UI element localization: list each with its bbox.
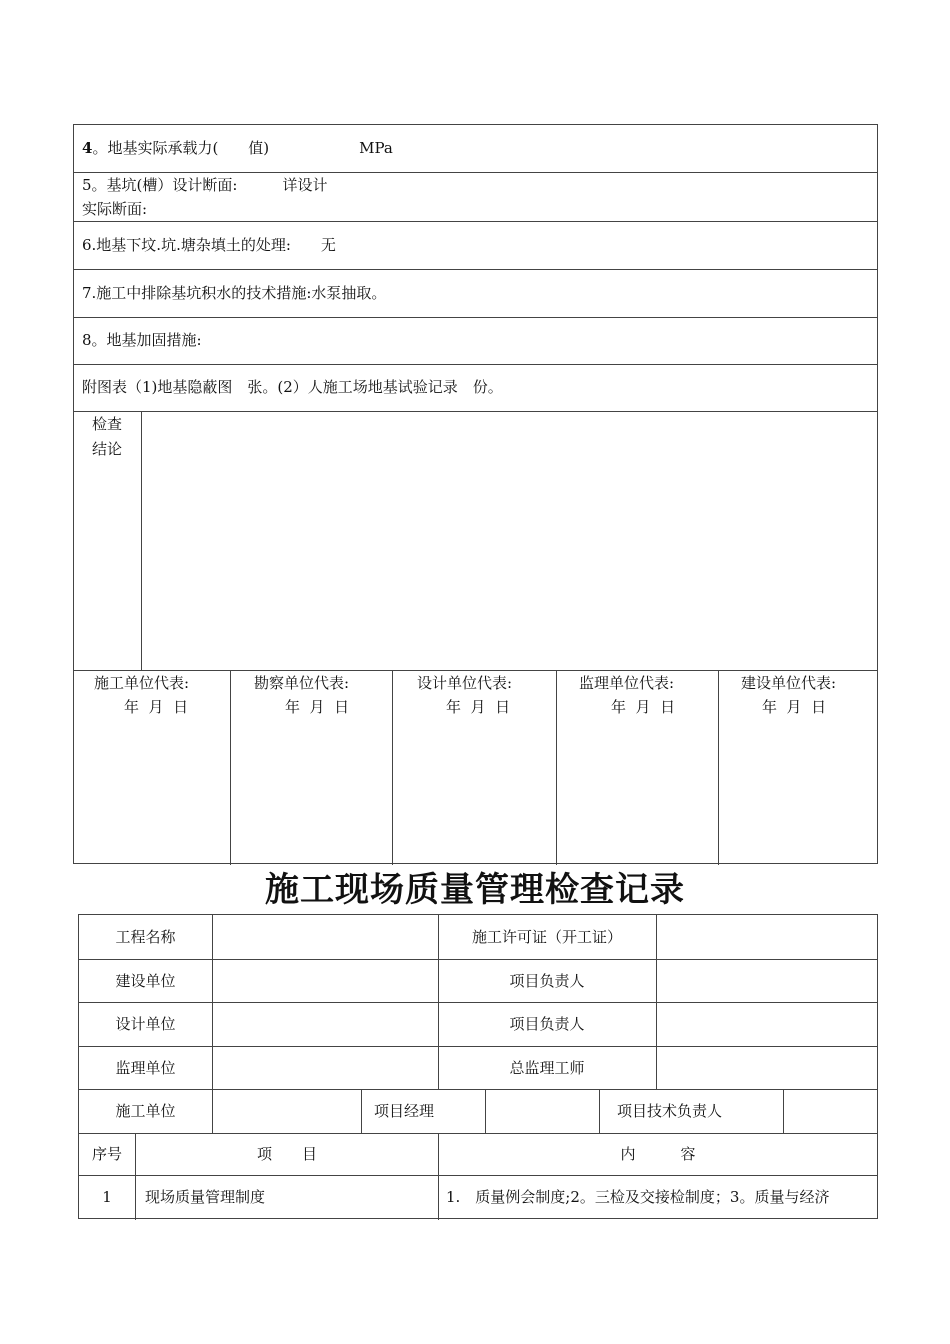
row-no: 1 — [102, 1188, 112, 1206]
signature-date: 年 月 日 — [285, 698, 350, 716]
label-project-name: 工程名称 — [115, 928, 176, 946]
chief-supervisor-field[interactable] — [657, 1047, 877, 1088]
label-designer-lead: 项目负责人 — [509, 1015, 585, 1033]
label-builder-lead: 项目负责人 — [509, 971, 585, 990]
conclusion-label: 结论 — [92, 440, 123, 458]
row-divider — [74, 670, 877, 671]
project-name-field[interactable] — [213, 916, 437, 958]
section-actual-row: 实际断面: — [82, 200, 148, 218]
designer-lead-field[interactable] — [657, 1003, 877, 1045]
label-chief-supervisor: 总监理工师 — [509, 1058, 585, 1077]
label-contractor: 施工单位 — [115, 1102, 176, 1120]
col-divider — [361, 1089, 362, 1133]
row-divider — [74, 269, 877, 270]
signature-label: 施工单位代表: — [94, 674, 190, 692]
label-builder: 建设单位 — [115, 971, 176, 990]
foundation-inspection-table — [73, 124, 878, 864]
label-supervisor: 监理单位 — [115, 1058, 176, 1077]
header-content: 内 容 — [620, 1145, 696, 1163]
bearing-capacity-row: 4。地基实际承载力( 值) MPa — [82, 139, 393, 157]
label-designer: 设计单位 — [115, 1015, 176, 1033]
contractor-field[interactable] — [213, 1090, 360, 1132]
signature-label: 设计单位代表: — [417, 674, 513, 692]
builder-lead-field[interactable] — [657, 960, 877, 1001]
designer-field[interactable] — [213, 1003, 437, 1045]
row-divider — [74, 221, 877, 222]
builder-field[interactable] — [213, 960, 437, 1001]
col-divider — [230, 670, 231, 865]
row-item: 现场质量管理制度 — [145, 1188, 266, 1206]
row-divider — [74, 317, 877, 318]
supervisor-field[interactable] — [213, 1047, 437, 1088]
row-content: 1. 质量例会制度;2。三检及交接检制度；3。质量与经济 — [446, 1188, 830, 1206]
dewatering-row: 7.施工中排除基坑积水的技术措施:水泵抽取。 — [82, 284, 387, 302]
section-design-row: 5。基坑(槽）设计断面: 详设计 — [82, 176, 328, 194]
header-no: 序号 — [91, 1145, 122, 1163]
col-divider — [718, 670, 719, 865]
label-permit: 施工许可证（开工证） — [471, 928, 622, 946]
signature-date: 年 月 日 — [762, 698, 827, 716]
attachments-row: 附图表（1)地基隐蔽图 张。(2）人施工场地基试验记录 份。 — [82, 378, 503, 396]
project-manager-field[interactable] — [486, 1090, 598, 1132]
conclusion-field[interactable] — [142, 412, 878, 670]
label-tech-lead: 项目技术负责人 — [617, 1102, 723, 1120]
signature-date: 年 月 日 — [611, 698, 676, 716]
quality-management-table — [78, 914, 878, 1219]
fill-treatment-row: 6.地基下坟.坑.塘杂填土的处理: 无 — [82, 236, 336, 254]
col-divider — [392, 670, 393, 865]
signature-date: 年 月 日 — [446, 698, 511, 716]
signature-date: 年 月 日 — [124, 698, 189, 716]
signature-label: 勘察单位代表: — [254, 674, 350, 692]
tech-lead-field[interactable] — [784, 1090, 877, 1132]
permit-field[interactable] — [657, 916, 877, 958]
header-item: 项 目 — [256, 1145, 317, 1163]
col-divider — [556, 670, 557, 865]
col-divider — [599, 1089, 600, 1133]
row-divider — [74, 172, 877, 173]
row-divider — [74, 364, 877, 365]
label-project-manager: 项目经理 — [374, 1102, 435, 1120]
signature-label: 建设单位代表: — [741, 674, 837, 692]
page-title: 施工现场质量管理检查记录 — [265, 870, 685, 910]
conclusion-label: 检查 — [92, 415, 123, 433]
reinforcement-row: 8。地基加固措施: — [82, 331, 202, 349]
signature-label: 监理单位代表: — [579, 674, 675, 692]
